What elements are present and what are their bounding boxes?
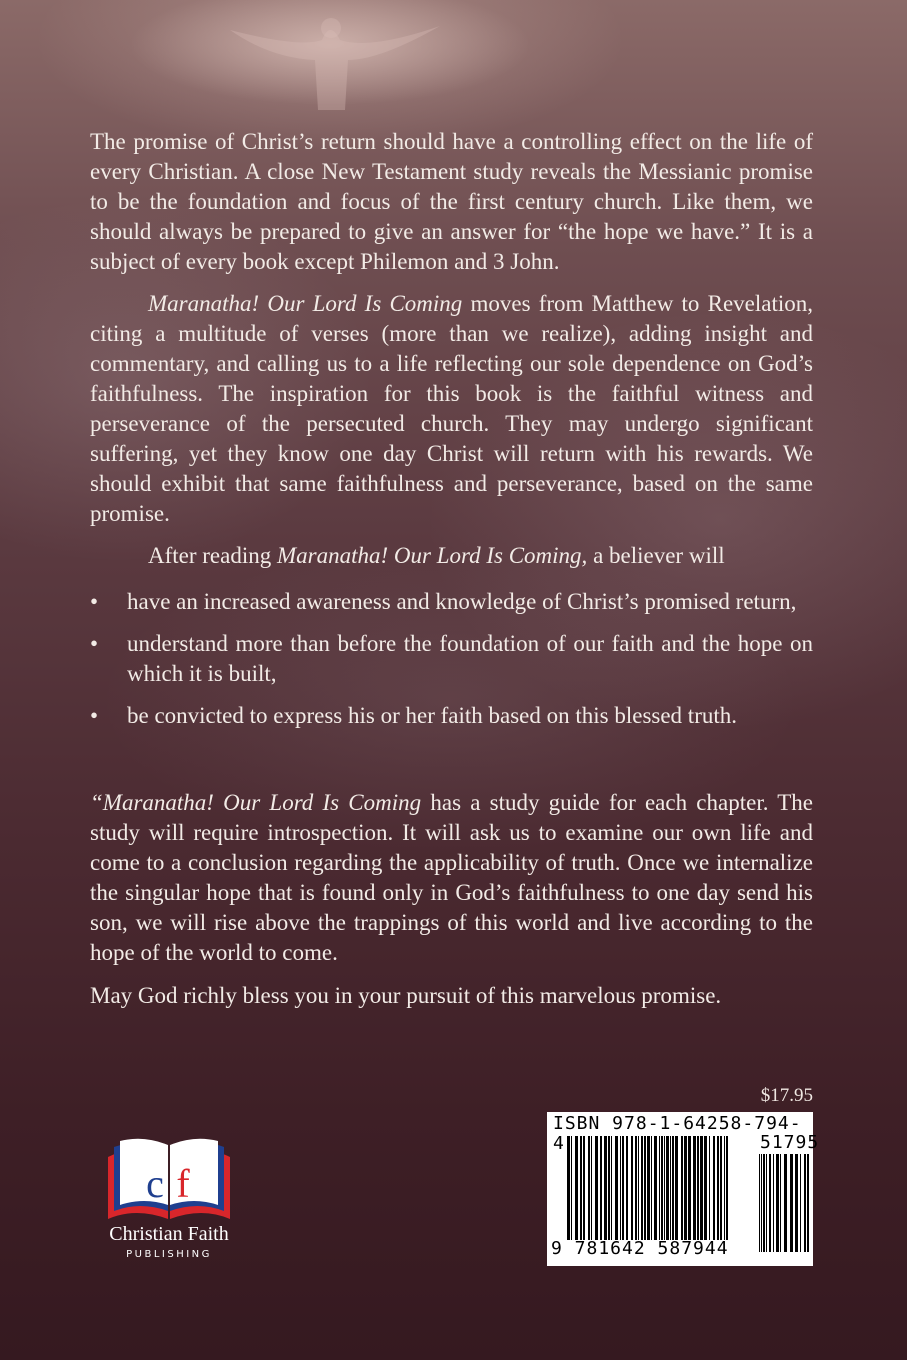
barcode-addon-number: 51795 [760, 1132, 820, 1153]
barcode-bar [644, 1136, 646, 1240]
barcode-bar [717, 1136, 719, 1240]
cover-figure-silhouette [0, 0, 907, 120]
barcode-bar [790, 1154, 793, 1252]
summary-paragraph: Maranatha! Our Lord Is Coming moves from Matthew to Revelation, citing a multitude of verses (more than we realize), adding insight and commentary, and calling us to a life reflecting our sole dependence on God’s faithfulness. The inspiration for this book is the faithful witness and perseverance of the persecuted church. They may undergo significant suffering, yet they know one day Christ will return with his rewards. We should exhibit that same faithfulness and perseverance, based on the same promise. [90, 291, 814, 526]
barcode-bar [615, 1136, 618, 1240]
barcode-bar [661, 1136, 663, 1240]
barcode-bar [583, 1136, 585, 1240]
barcode-bar [635, 1136, 637, 1240]
barcode-bar [784, 1154, 787, 1252]
barcode-bar [704, 1136, 707, 1240]
publisher-subtitle: PUBLISHING [126, 1249, 212, 1260]
book-title: “Maranatha! Our Lord Is Coming [90, 790, 422, 815]
barcode-bar [761, 1154, 762, 1252]
barcode-bar [638, 1136, 639, 1240]
barcode-bar [588, 1136, 590, 1240]
barcode-bar [604, 1136, 607, 1240]
intro-paragraph: The promise of Christ’s return should have a controlling effect on the life of every Christian. A close New Testament study reveals the Messianic promise to be the foundation and focus of the first century church. Like them, we should always be prepared to give an answer for “the hope we have.” It is a subject of every book except Philemon and 3 John. [90, 129, 813, 274]
barcode-bar [769, 1154, 771, 1252]
barcode-bar [726, 1136, 728, 1240]
barcode-bar [575, 1136, 578, 1240]
blessing-line: May God richly bless you in your pursuit of this marvelous promise. [90, 983, 722, 1008]
list-item: • understand more than before the foundation of our faith and the hope on which it is built, [90, 631, 813, 686]
study-paragraph: “Maranatha! Our Lord Is Coming has a study guide for each chapter. The study will require introspection. It will ask us to examine our own life and come to a conclusion regarding the applicability of truth. Once we internalize the singular hope that is found only in God’s faithfulness to one day send his son, we will rise above the trappings of this world and live according to the hope of the world to come. [90, 790, 813, 965]
logo-letter-f: f [176, 1161, 190, 1206]
barcode-bar [780, 1154, 781, 1252]
barcode-bar [571, 1136, 572, 1240]
barcode-bar [647, 1136, 650, 1240]
barcode-bar [795, 1154, 798, 1252]
barcode-bar [688, 1136, 691, 1240]
barcode-bar [759, 1154, 760, 1252]
barcode-bar [659, 1136, 660, 1240]
barcode-bar [595, 1136, 598, 1240]
barcode-bar [666, 1136, 669, 1240]
barcode-bar [591, 1136, 592, 1240]
bullet-icon: • [90, 703, 99, 728]
lead-sentence: After reading Maranatha! Our Lord Is Coming, a believer will [148, 543, 725, 568]
barcode-bar [724, 1136, 725, 1240]
barcode-bar [611, 1136, 612, 1240]
barcode-bar [620, 1136, 621, 1240]
barcode-bar [773, 1154, 774, 1252]
barcode-bar [622, 1136, 624, 1240]
barcode-bar [608, 1136, 610, 1240]
barcode-bar [776, 1154, 779, 1252]
logo-letter-c: c [146, 1161, 164, 1206]
barcode-bar [763, 1154, 765, 1252]
barcode-bar [641, 1136, 643, 1240]
publisher-name: Christian Faith [109, 1223, 229, 1245]
bullet-icon: • [90, 631, 99, 656]
barcode-bar [664, 1136, 665, 1240]
barcode-bar [675, 1136, 678, 1240]
isbn-label: ISBN 978-1-64258-794-4 [553, 1113, 802, 1154]
book-title: Maranatha! Our Lord Is Coming, [277, 543, 588, 568]
barcode-bar [626, 1136, 628, 1240]
open-book-icon [96, 1135, 242, 1225]
barcode-bar [684, 1136, 687, 1240]
price-label: $17.95 [760, 1085, 813, 1106]
barcode-bar [804, 1154, 806, 1252]
list-item: • have an increased awareness and knowledge of Christ’s promised return, [90, 587, 813, 617]
barcode-bar [807, 1154, 809, 1252]
barcode-bar [631, 1136, 633, 1240]
barcode-bar [651, 1136, 652, 1240]
barcode-bar [567, 1136, 570, 1240]
barcode-bar [670, 1136, 671, 1240]
barcode-bar [681, 1136, 683, 1240]
barcode-bar [720, 1136, 722, 1240]
barcode-bar [766, 1154, 767, 1252]
list-item: • be convicted to express his or her faith based on this blessed truth. [90, 701, 813, 731]
barcode-bar [693, 1136, 696, 1240]
barcode-ean-number: 9 781642 587944 [551, 1238, 729, 1259]
barcode-bar [800, 1154, 801, 1252]
barcode-bar [580, 1136, 582, 1240]
barcode-bar [600, 1136, 602, 1240]
barcode-bar [672, 1136, 674, 1240]
barcode-bar [700, 1136, 703, 1240]
barcode-bar [709, 1136, 710, 1240]
book-title: Maranatha! Our Lord Is Coming [148, 291, 463, 316]
barcode-bar [713, 1136, 715, 1240]
barcode-bar [654, 1136, 657, 1240]
bullet-icon: • [90, 589, 99, 614]
barcode-bar [697, 1136, 699, 1240]
publisher-logo [96, 1135, 242, 1267]
isbn-barcode [547, 1112, 820, 1266]
